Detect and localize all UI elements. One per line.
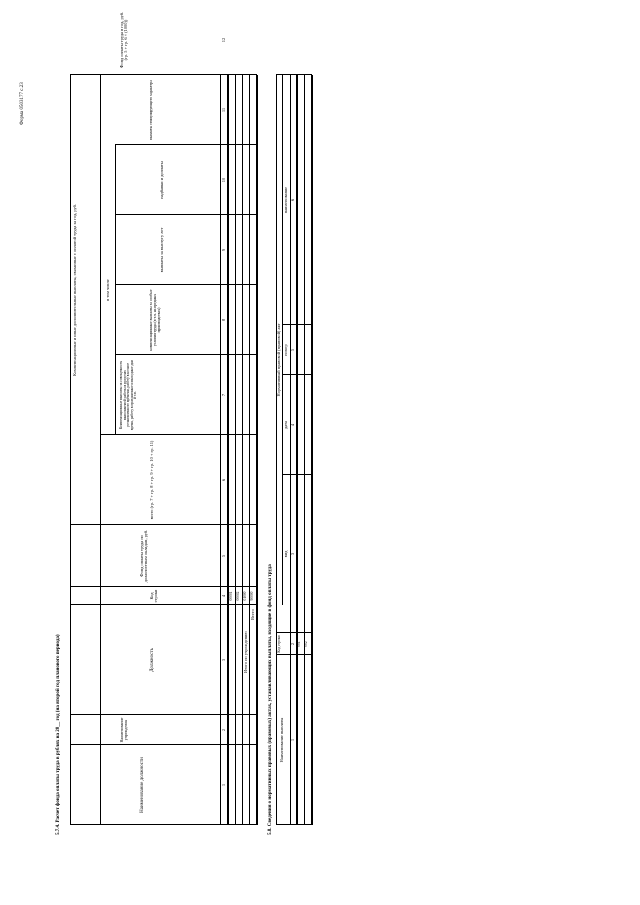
col-number: 10 [221,177,226,183]
col-number: 8 [221,318,226,322]
col-number: 3 [290,552,295,556]
header-act-group: Нормативный правовой (правовой) акт [276,323,281,397]
col-number: 5 [290,348,295,352]
header-c12: Фонд оплаты труда в год, руб. (гр. 5 + гр. 6 × (1000)) [119,11,129,69]
header-fot-main: Фонд оплаты труда по должностным окладам, руб. [139,529,149,583]
subtotal-code: 01000 [243,591,247,601]
col-number: 9 [221,248,226,252]
row-code: 002 [304,641,308,647]
col-number: 6 [290,198,295,202]
header-comp-group: Компенсационные и иные дополнительные выплаты, связанные с оплатой труда за год, руб. [72,204,77,376]
header-line-code: Код строки [149,589,159,603]
row-code: 001 [297,641,301,647]
header-c9: выплаты за выслугу лет [159,227,164,273]
form-code: Форма 0503177 с.23 [20,82,25,125]
col-number: 11 [221,107,226,113]
total-label: Всего [250,609,255,620]
col-number: 4 [221,594,226,598]
col-number: 1 [221,783,226,787]
header-total: всего (гр. 7 + гр. 8 + гр. 9 + гр. 10 + гр. 11) [149,440,154,520]
header-position-name: Наименование должности [140,757,145,813]
header-institution-name: Наименование учреждения [119,717,128,743]
subtotal-label: Итого по учреждению [243,631,248,673]
header-in-that: в том числе [105,279,110,301]
header-line-code: Код строки [277,635,281,653]
total-code: 90000 [250,591,254,601]
col-number: 12 [221,37,226,43]
header-pay-name: Наименование выплаты [279,717,284,763]
header-c7: Компенсационные выплаты за совокупность выполняемой работы в пределах установленного времени, работу в ночное время, работу в праздничные и выходные дни и т.п. [119,359,138,431]
col-number: 1 [290,738,295,742]
col-number: 2 [290,642,295,646]
header-act-date: дата [283,421,288,429]
header-act-kind: вид [283,550,288,558]
row-code: 00002 [236,591,240,601]
header-c10: надбавки и доплаты [159,161,164,199]
section-58-title: 5.8. Сведения о нормативных правовых (правовых) актах, устанавливающих выплаты, входящие в фонд оплаты труда [268,564,273,835]
section-574-title: 5.7.4. Расчет фонда оплаты труда в рублях на 20__ год (на второй год планового периода) [56,634,61,835]
header-c8: компенсационные выплаты за особые условия труда (в т.ч. на вредных производствах) [149,289,161,351]
col-number: 4 [290,423,295,427]
header-post: Должность [150,648,155,672]
header-c11: выплаты стимулирующего характера [149,80,153,140]
row-code: 00001 [229,591,233,601]
header-act-title: наименование [283,186,288,214]
col-number: 5 [221,554,226,558]
col-number: 3 [221,658,226,662]
col-number: 6 [221,478,226,482]
col-number: 2 [221,728,226,732]
col-number: 7 [221,393,226,397]
header-act-number: номер [283,344,288,356]
